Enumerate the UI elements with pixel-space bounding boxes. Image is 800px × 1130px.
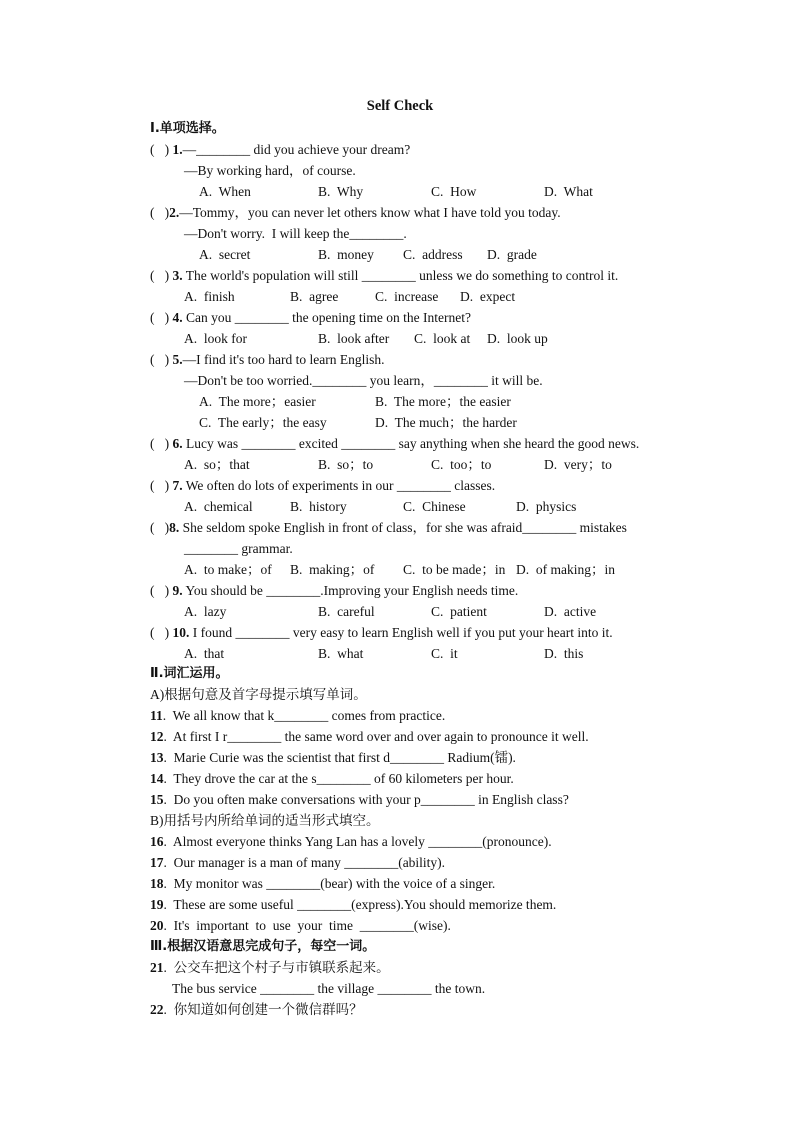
question-number: 10. [172,625,190,640]
sub-heading-text: A)根据句意及首字母提示填写单词。 [150,687,367,702]
question-line [150,582,518,600]
question-text: I found ________ very easy to learn English well if you put your heart into it. [189,625,613,640]
section-heading [150,665,229,683]
option-c: C. look at [414,331,471,346]
option-d: D. of making；in [516,562,615,577]
option-a: A. that [184,646,225,661]
question-text: Can you ________ the opening time on the Internet? [182,310,471,325]
answer-bracket: ( ) [150,205,170,220]
question-line [150,309,471,327]
fill-item [150,770,514,788]
option-b: B. The more；the easier [375,394,511,409]
fill-item [150,854,445,872]
question-line [184,372,543,390]
item-text: . Our manager is a man of many ________(ability). [163,855,446,870]
question-number: 6. [172,436,183,451]
question-line [184,225,407,243]
question-number: 5. [172,352,183,367]
option-a: A. finish [184,289,235,304]
question-line [150,477,495,495]
option-c: C. too；to [431,457,492,472]
question-text: ________ grammar. [184,541,293,556]
answer-bracket: ( ) [150,520,170,535]
option-c: C. patient [431,604,487,619]
question-text: —By working hard，of course. [184,163,356,178]
question-line [150,435,639,453]
fill-item [150,875,495,893]
question-text: We often do lots of experiments in our ________ classes. [182,478,496,493]
option-a: A. The more；easier [199,394,316,409]
section-heading [150,120,225,138]
section-heading-text: Ⅲ.根据汉语意思完成句子，每空一词。 [150,939,376,954]
item-text: . At first I r________ the same word over and over again to pronounce it well. [163,729,589,744]
option-c: C. to be made；in [403,562,506,577]
answer-bracket: ( ) [150,625,173,640]
section-heading-text: Ⅱ.词汇运用。 [150,666,229,681]
option-a: A. chemical [184,499,253,514]
question-number: 7. [172,478,183,493]
question-line [150,624,613,642]
item-number: 20 [150,918,164,933]
option-b: B. what [318,646,364,661]
fill-item [150,728,589,746]
question-text: —I find it's too hard to learn English. [182,352,385,367]
option-d: D. this [544,646,584,661]
answer-bracket: ( ) [150,310,173,325]
fill-item [150,791,569,809]
fill-item [150,749,516,767]
question-number: 9. [172,583,183,598]
fill-item [150,707,445,725]
translation-item [150,1001,363,1019]
item-number: 18 [150,876,164,891]
option-d: D. very；to [544,457,612,472]
translation-item [150,959,390,977]
option-c: C. address [403,247,463,262]
item-number: 14 [150,771,164,786]
question-text: —________ did you achieve your dream? [182,142,411,157]
question-text: —Don't be too worried.________ you learn，________ it will be. [184,373,543,388]
item-text: . 公交车把这个村子与市镇联系起来。 [163,960,390,975]
item-number: 16 [150,834,164,849]
question-number: 4. [172,310,183,325]
page-title: Self Check [366,98,434,114]
option-d: D. What [544,184,593,199]
option-d: D. grade [487,247,537,262]
answer-bracket: ( ) [150,142,173,157]
sub-heading [150,812,380,830]
fill-item [150,833,552,851]
sub-heading [150,686,367,704]
section-heading-text: Ⅰ.单项选择。 [150,121,225,136]
question-line [150,351,385,369]
question-text: —Tommy，you can never let others know what I have told you today. [179,205,561,220]
option-c: C. increase [375,289,439,304]
question-text: Lucy was ________ excited ________ say anything when she heard the good news. [182,436,640,451]
option-d: D. look up [487,331,548,346]
option-b: B. money [318,247,374,262]
item-text: . We all know that k________ comes from practice. [162,708,446,723]
item-number: 13 [150,750,164,765]
option-d: D. physics [516,499,577,514]
question-number: 3. [172,268,183,283]
option-a: A. When [199,184,251,199]
answer-bracket: ( ) [150,478,173,493]
question-number: 2. [169,205,180,220]
option-b: B. making；of [290,562,375,577]
option-d: D. expect [460,289,516,304]
option-b: B. Why [318,184,364,199]
item-number: 15 [150,792,164,807]
option-c: C. The early；the easy [199,415,327,430]
item-text: . 你知道如何创建一个微信群吗？ [163,1002,363,1017]
option-a: A. lazy [184,604,227,619]
answer-bracket: ( ) [150,436,173,451]
question-line [150,267,618,285]
option-c: C. How [431,184,477,199]
question-number: 8. [169,520,180,535]
item-text: . These are some useful ________(express).You should memorize them. [163,897,557,912]
option-c: C. Chinese [403,499,466,514]
question-number: 1. [172,142,183,157]
fill-item [150,896,556,914]
option-c: C. it [431,646,458,661]
item-number: 17 [150,855,164,870]
question-line [150,204,561,222]
item-number: 22 [150,1002,164,1017]
option-a: A. to make；of [184,562,272,577]
question-text: She seldom spoke English in front of class，for she was afraid________ mistakes [179,520,627,535]
item-number: 11 [150,708,163,723]
question-line [184,540,293,558]
question-line [150,141,410,159]
item-text: . Marie Curie was the scientist that first d________ Radium(镭). [163,750,516,765]
item-text: . My monitor was ________(bear) with the voice of a singer. [163,876,496,891]
answer-line [172,980,485,998]
answer-text: The bus service ________ the village ________ the town. [172,981,486,996]
fill-item [150,917,451,935]
option-b: B. so；to [318,457,374,472]
item-text: . Do you often make conversations with your p________ in English class? [163,792,569,807]
item-number: 12 [150,729,164,744]
item-text: . It's important to use your time ________(wise). [163,918,451,933]
option-b: B. agree [290,289,339,304]
option-a: A. so；that [184,457,250,472]
option-b: B. look after [318,331,390,346]
question-text: —Don't worry. I will keep the________. [184,226,407,241]
question-text: You should be ________.Improving your English needs time. [182,583,519,598]
answer-bracket: ( ) [150,268,173,283]
option-b: B. careful [318,604,375,619]
option-a: A. look for [184,331,247,346]
question-line [184,162,356,180]
item-text: . They drove the car at the s________ of 60 kilometers per hour. [163,771,514,786]
option-d: D. active [544,604,597,619]
sub-heading-text: B)用括号内所给单词的适当形式填空。 [150,813,380,828]
item-number: 19 [150,897,164,912]
option-a: A. secret [199,247,251,262]
option-b: B. history [290,499,347,514]
question-text: The world's population will still ________ unless we do something to control it. [182,268,619,283]
answer-bracket: ( ) [150,352,173,367]
option-d: D. The much；the harder [375,415,517,430]
answer-bracket: ( ) [150,583,173,598]
question-line [150,519,627,537]
item-text: . Almost everyone thinks Yang Lan has a lovely ________(pronounce). [163,834,552,849]
item-number: 21 [150,960,164,975]
section-heading [150,938,375,956]
